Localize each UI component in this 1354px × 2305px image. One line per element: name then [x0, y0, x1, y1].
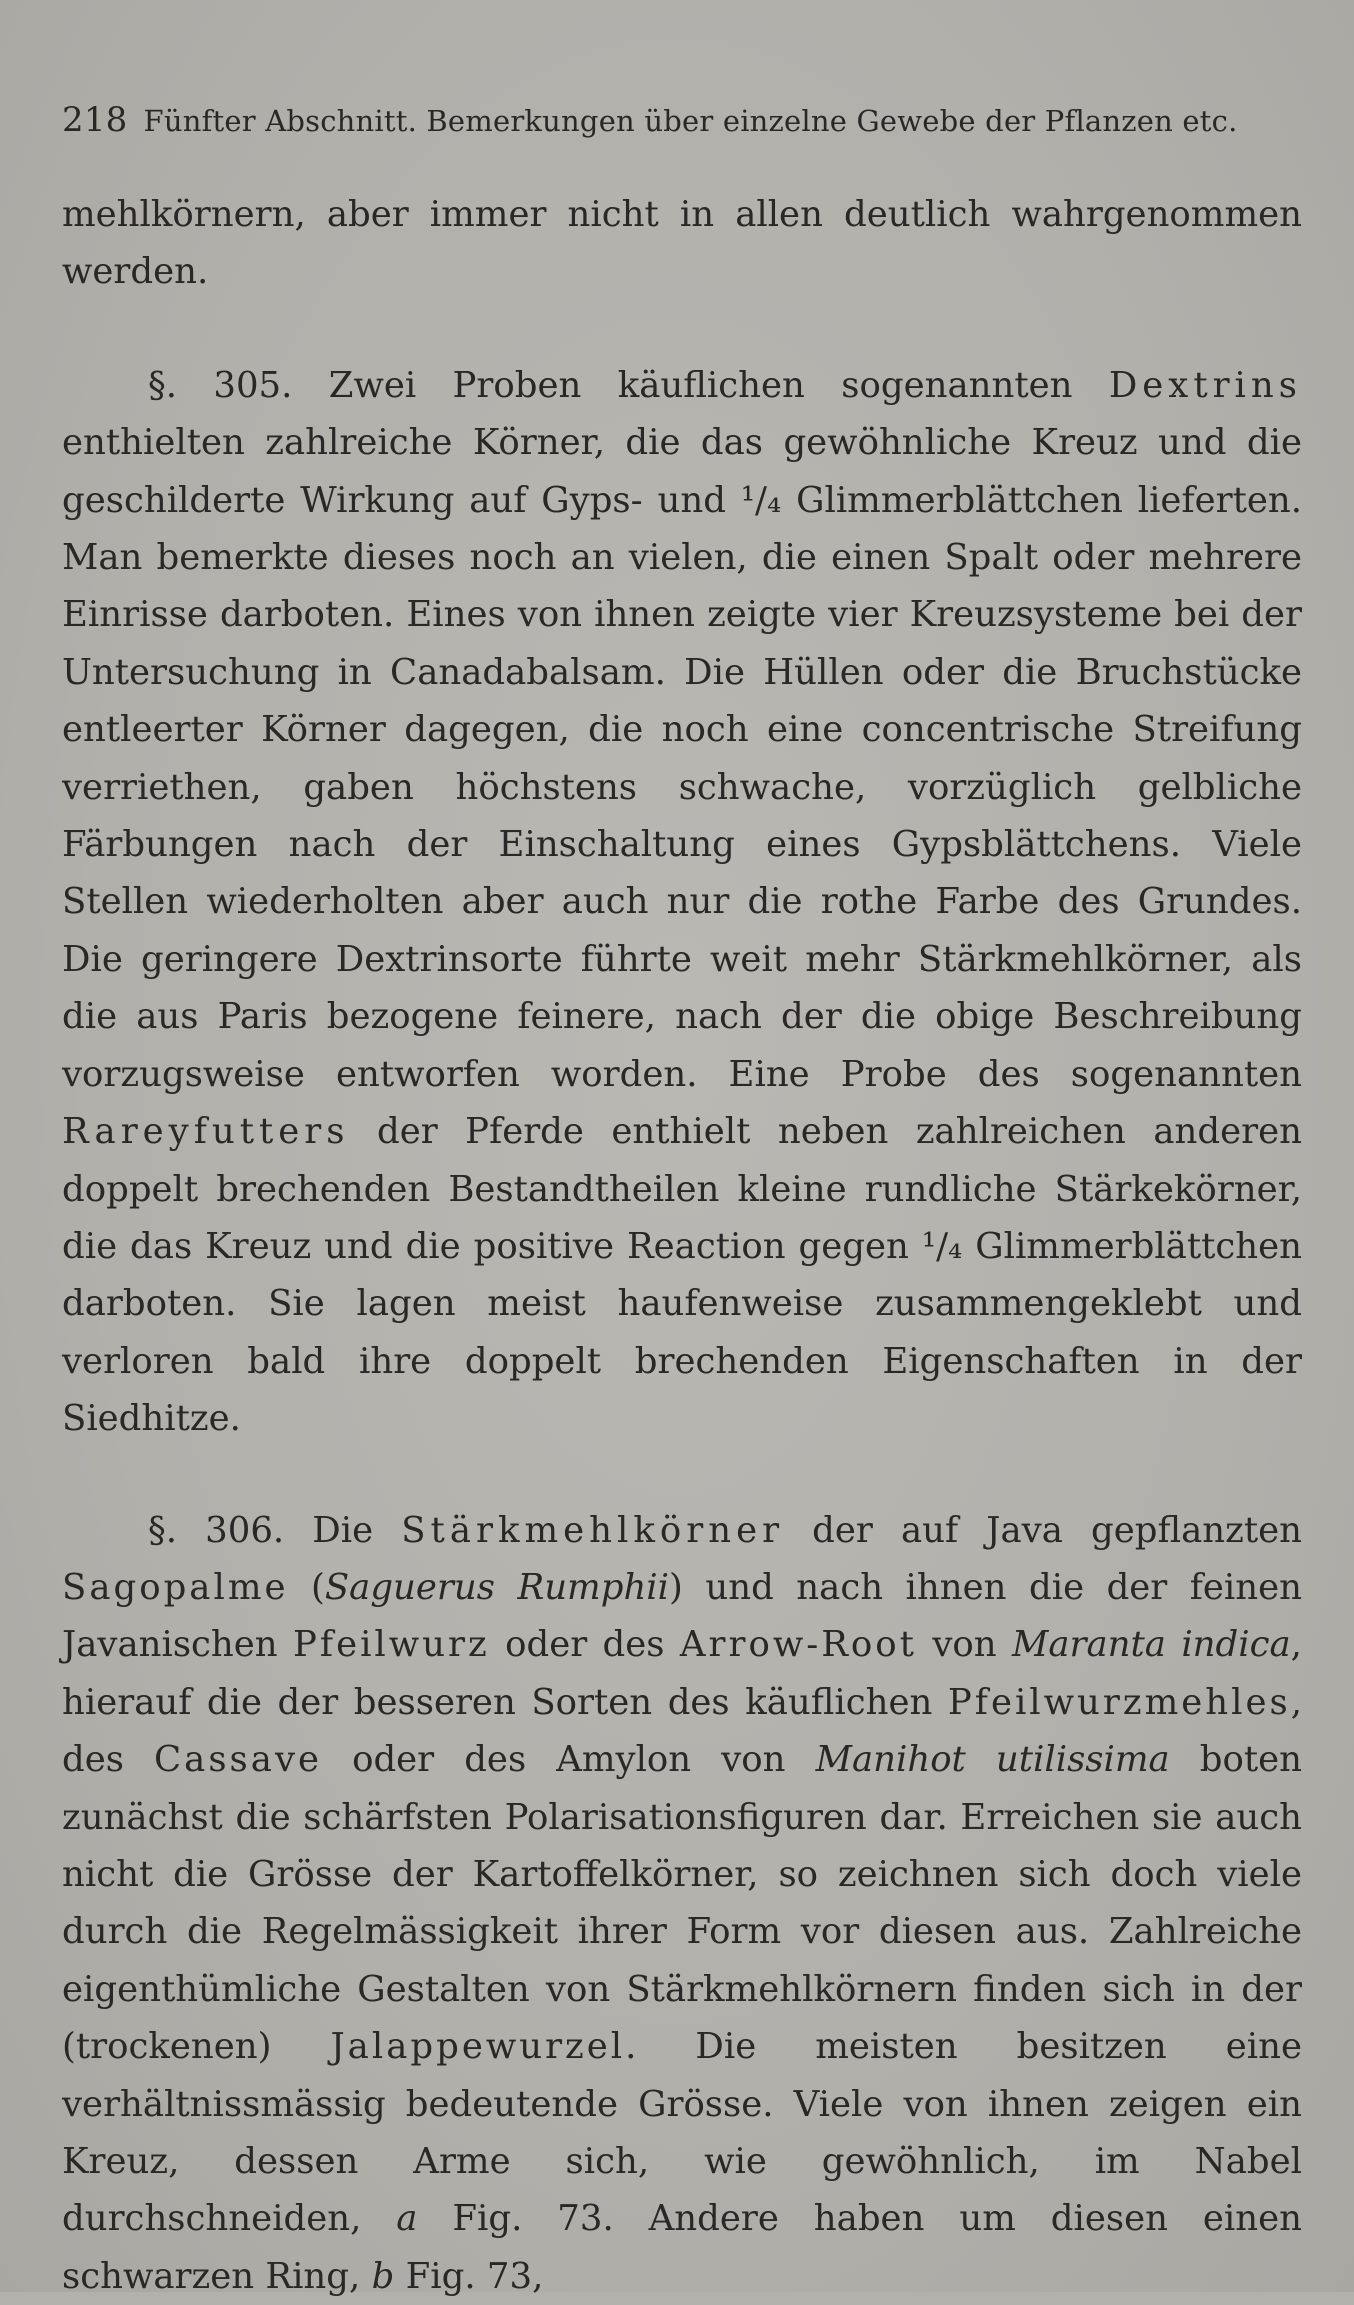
section-306-paragraph: [62, 1502, 1302, 2305]
s306-text-m: Fig. 73,: [394, 2255, 544, 2297]
paragraph-gap: [62, 1448, 1302, 1502]
s305-text-b: enthielten zahlreiche Körner, die das gewöhnliche Kreuz und die geschilderte Wirkung auf Gyps- und ¹/₄ Glimmerblättchen lieferten. Man bemerkte dieses noch an vielen, die einen Spalt oder mehrere Einrisse darboten. Eines von ihnen zeigte vier Kreuzsysteme bei der Untersuchung in Canadabalsam. Die Hüllen oder die Bruchstücke entleerter Körner dagegen, die noch eine concentrische Streifung verriethen, gaben höchstens schwache, vorzüglich gelbliche Färbungen nach der Einschaltung eines Gypsblättchens. Viele Stellen wiederholten aber auch nur die rothe Farbe des Grundes. Die geringere Dextrinsorte führte weit mehr Stärkmehlkörner, als die aus Paris bezogene feinere, nach der die obige Beschreibung vorzugsweise entworfen worden. Eine Probe des sogenannten: [62, 422, 1302, 1095]
species-maranta: Maranta indica: [1012, 1624, 1291, 1666]
s306-text-l: Fig. 73. Andere haben um diesen einen schwarzen Ring,: [62, 2198, 1302, 2297]
term-pfeilwurz: Pfeilwurz: [293, 1624, 490, 1666]
s306-text-j: boten zunächst die schärfsten Polarisationsfiguren dar. Erreichen sie auch nicht die Grösse der Kartoffelkörner, so zeichnen sich doch viele durch die Regelmässigkeit ihrer Form vor diesen aus. Zahlreiche eigenthümliche Gestalten von Stärkmehlkörnern finden sich in der (trockenen): [62, 1739, 1302, 2068]
section-305-paragraph: [62, 357, 1302, 1448]
running-title: Fünfter Abschnitt. Bemerkungen über einzelne Gewebe der Pflanzen etc.: [143, 104, 1238, 138]
s305-text-c: der Pferde enthielt neben zahlreichen anderen doppelt brechenden Bestandtheilen kleine rundliche Stärkekörner, die das Kreuz und die positive Reaction gegen ¹/₄ Glimmerblättchen darboten. Sie lagen meist haufenweise zusammengeklebt und verloren bald ihre doppelt brechenden Eigenschaften in der Siedhitze.: [62, 1111, 1302, 1440]
s305-text-a: §. 305. Zwei Proben käuflichen sogenannten: [148, 364, 1109, 406]
s306-text-i: oder des Amylon von: [322, 1739, 816, 1781]
term-sagopalme: Sagopalme: [62, 1566, 289, 1608]
term-staerkmehlkoerner: Stärkmehlkörner: [401, 1509, 785, 1551]
term-dextrins: Dextrins: [1108, 364, 1302, 406]
s306-text-e: oder des: [489, 1624, 680, 1666]
running-header: [62, 100, 1302, 150]
term-jalappewurzel: Jalappewurzel: [330, 2026, 626, 2068]
term-pfeilwurzmehles: Pfeilwurzmehles: [947, 1681, 1291, 1723]
s306-text-h: , des: [62, 1681, 1302, 1781]
figure-ref-a: a: [396, 2198, 418, 2240]
s306-text-a: §. 306. Die: [148, 1509, 402, 1551]
s306-text-c: (: [288, 1566, 325, 1608]
term-cassave: Cassave: [154, 1739, 323, 1781]
page-number: 218: [62, 100, 128, 140]
body-text: [62, 186, 1302, 2305]
species-manihot: Manihot utilissima: [815, 1739, 1170, 1781]
s306-text-f: von: [916, 1624, 1012, 1666]
paragraph-gap: [62, 301, 1302, 357]
s306-text-g: , hierauf die der besseren Sorten des käuflichen: [62, 1624, 1302, 1723]
term-arrowroot: Arrow-Root: [679, 1624, 917, 1666]
term-rareyfutters: Rareyfutters: [62, 1111, 350, 1153]
s306-text-b: der auf Java gepflanzten: [784, 1509, 1302, 1551]
intro-paragraph: mehlkörnern, aber immer nicht in allen deutlich wahrgenommen werden.: [62, 194, 1302, 293]
species-saguerus: Saguerus Rumphii: [324, 1566, 670, 1608]
s306-text-k: . Die meisten besitzen eine verhältnissmässig bedeutende Grösse. Viele von ihnen zeigen ein Kreuz, dessen Arme sich, wie gewöhnlich, im Nabel durchschneiden,: [62, 2026, 1302, 2240]
figure-ref-b: b: [371, 2255, 395, 2297]
s306-text-d: ) und nach ihnen die der feinen Javanischen: [62, 1566, 1302, 1666]
